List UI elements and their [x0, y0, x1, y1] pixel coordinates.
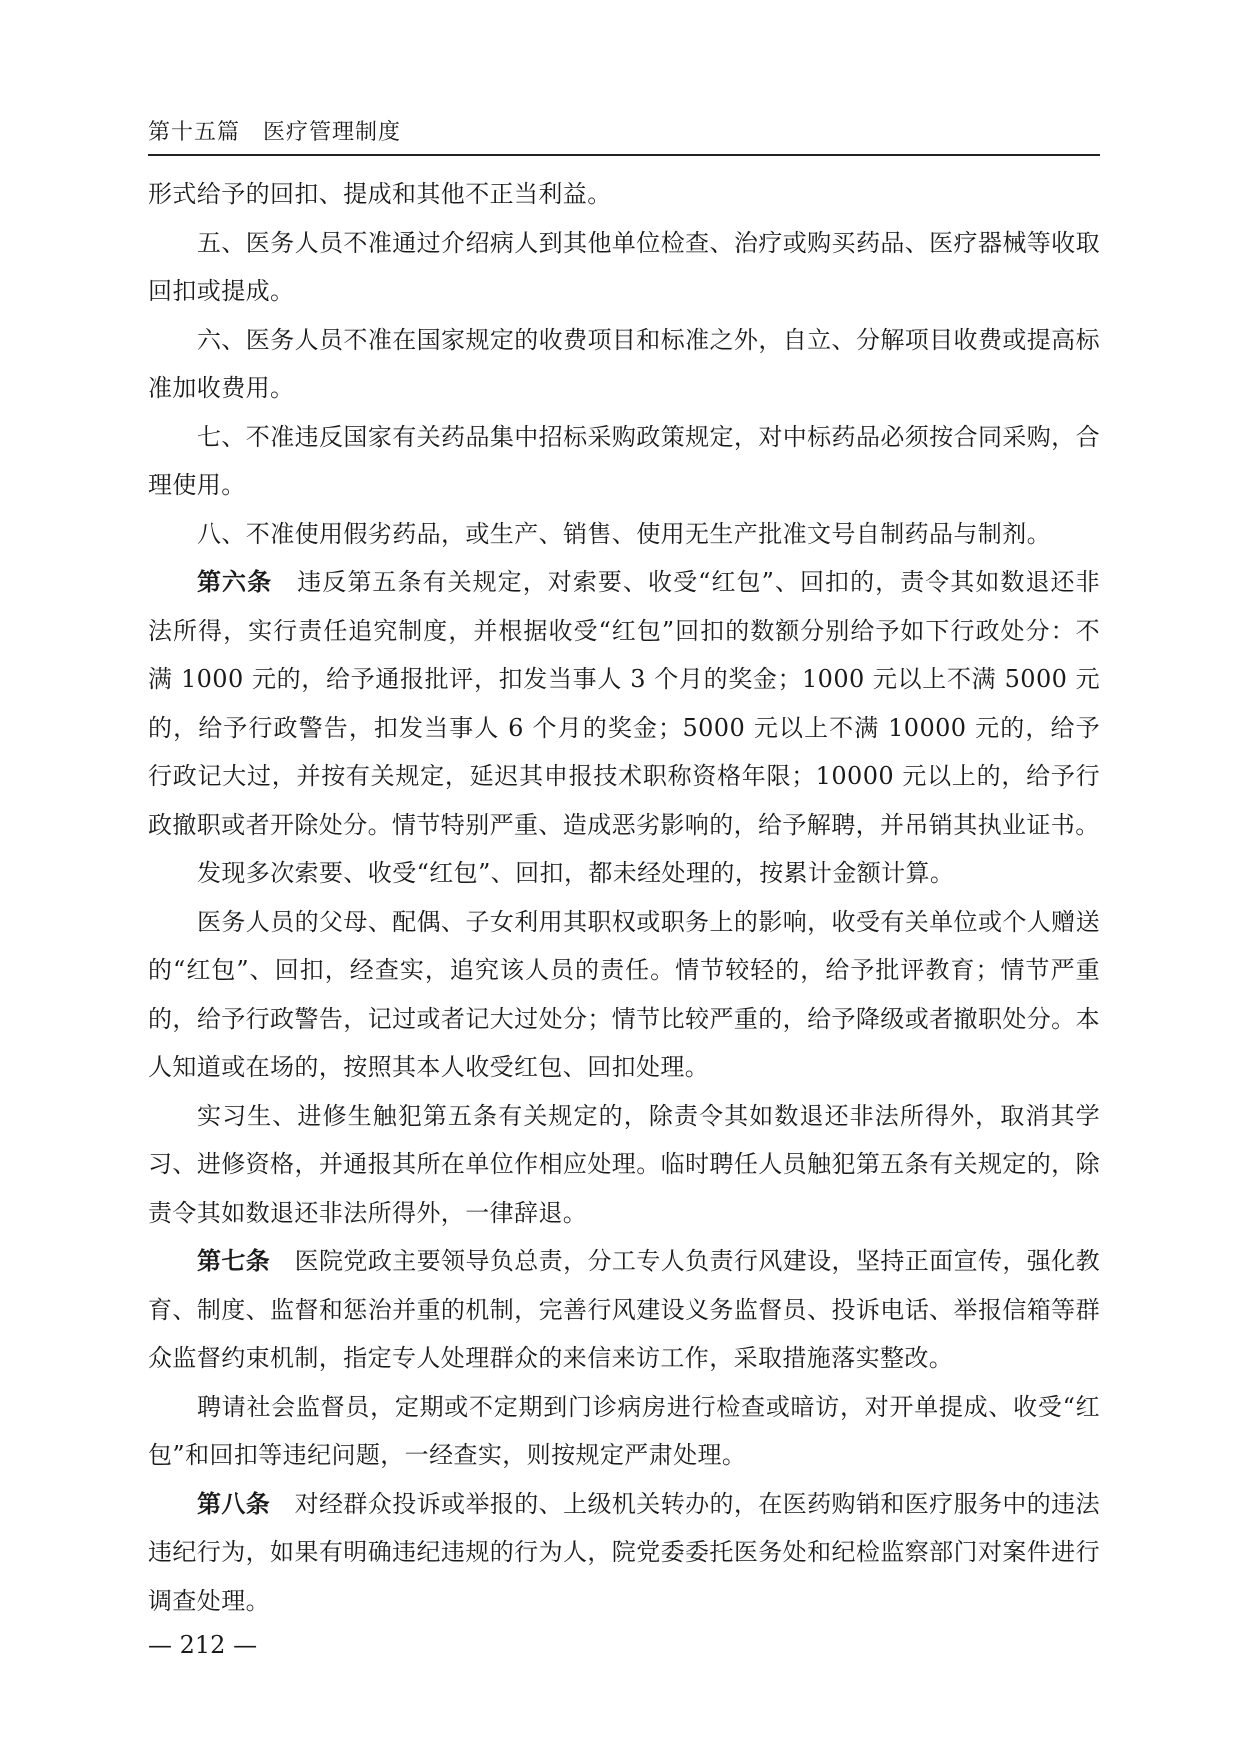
paragraph-text: 形式给予的回扣、提成和其他不正当利益。: [148, 180, 612, 208]
paragraph-text: 七、不准违反国家有关药品集中招标采购政策规定，对中标药品必须按合同采购，合理使用。: [148, 422, 1100, 499]
paragraph: [148, 510, 1100, 559]
paragraph-text: 五、医务人员不准通过介绍病人到其他单位检查、治疗或购买药品、医疗器械等收取回扣或提成。: [148, 228, 1100, 305]
paragraph-text: 医务人员的父母、配偶、子女利用其职权或职务上的影响，收受有关单位或个人赠送的“红包”、回扣，经查实，追究该人员的责任。情节较轻的，给予批评教育；情节严重的，给予行政警告，记过或者记大过处分；情节比较严重的，给予降级或者撤职处分。本人知道或在场的，按照其本人收受红包、回扣处理。: [148, 907, 1100, 1081]
paragraph-text: 违反第五条有关规定，对索要、收受“红包”、回扣的，责令其如数退还非法所得，实行责任追究制度，并根据收受“红包”回扣的数额分别给予如下行政处分：不满 1000 元的，给予通报批评，扣发当事人 3 个月的奖金；1000 元以上不满 5000 元的，给予行政警告，扣发当事人 6 个月的奖金；5000 元以上不满 10000 元的，给予行政记大过，并按有关规定，延迟其申报技术职称资格年限；10000 元以上的，给予行政撤职或者开除处分。情节特别严重、造成恶劣影响的，给予解聘，并吊销其执业证书。: [148, 568, 1100, 839]
paragraph: [148, 849, 1100, 898]
paragraph: [148, 898, 1100, 1092]
document-body: [148, 170, 1100, 1625]
paragraph: [148, 219, 1100, 316]
article-label: 第六条: [197, 568, 273, 596]
paragraph: [148, 413, 1100, 510]
section-title: 第十五篇 医疗管理制度: [148, 120, 402, 145]
paragraph-text: 对经群众投诉或举报的、上级机关转办的，在医药购销和医疗服务中的违法违纪行为，如果有明确违纪违规的行为人，院党委委托医务处和纪检监察部门对案件进行调查处理。: [148, 1489, 1100, 1615]
article-paragraph: [148, 1237, 1100, 1383]
paragraph-text: 聘请社会监督员，定期或不定期到门诊病房进行检查或暗访，对开单提成、收受“红包”和回扣等违纪问题，一经查实，则按规定严肃处理。: [148, 1392, 1100, 1469]
page-header: [148, 118, 1100, 156]
page-number: — 212 —: [148, 1631, 258, 1659]
article-label: 第七条: [197, 1247, 271, 1275]
paragraph-text: 实习生、进修生触犯第五条有关规定的，除责令其如数退还非法所得外，取消其学习、进修资格，并通报其所在单位作相应处理。临时聘任人员触犯第五条有关规定的，除责令其如数退还非法所得外，一律辞退。: [148, 1101, 1100, 1227]
paragraph-text: 医院党政主要领导负总责，分工专人负责行风建设，坚持正面宣传，强化教育、制度、监督和惩治并重的机制，完善行风建设义务监督员、投诉电话、举报信箱等群众监督约束机制，指定专人处理群众的来信来访工作，采取措施落实整改。: [148, 1247, 1100, 1372]
paragraph: [148, 1092, 1100, 1238]
paragraph: [148, 170, 1100, 219]
paragraph-text: 发现多次索要、收受“红包”、回扣，都未经处理的，按累计金额计算。: [197, 859, 955, 887]
article-paragraph: [148, 558, 1100, 849]
article-paragraph: [148, 1480, 1100, 1626]
article-label: 第八条: [197, 1489, 271, 1518]
paragraph-text: 八、不准使用假劣药品，或生产、销售、使用无生产批准文号自制药品与制剂。: [197, 519, 1051, 548]
paragraph: [148, 1383, 1100, 1480]
paragraph-text: 六、医务人员不准在国家规定的收费项目和标准之外，自立、分解项目收费或提高标准加收费用。: [148, 325, 1100, 402]
paragraph: [148, 316, 1100, 413]
